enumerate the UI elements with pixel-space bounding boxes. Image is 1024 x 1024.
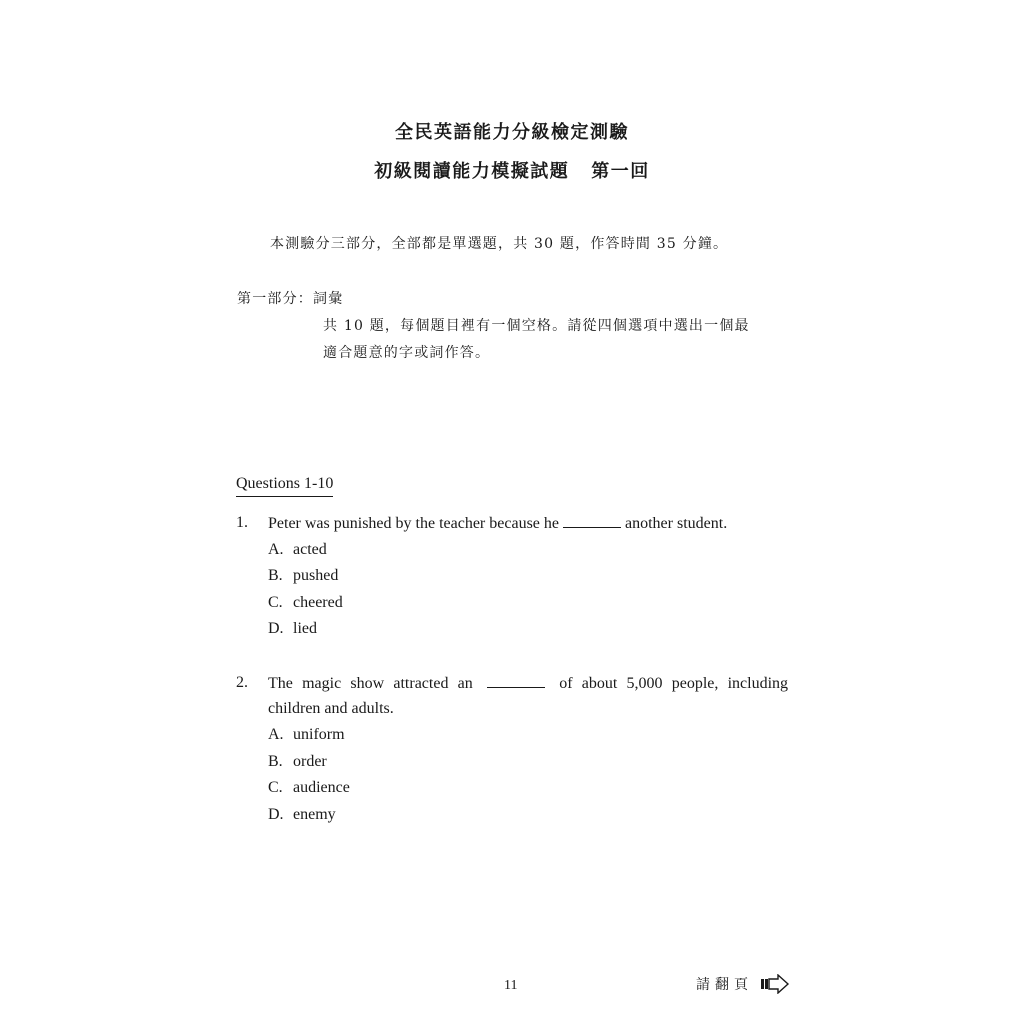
part-description-line2: 適合題意的字或詞作答。	[323, 345, 491, 361]
section-heading: Questions 1-10	[236, 475, 333, 497]
page-title: 全民英語能力分級檢定測驗	[395, 122, 629, 143]
option-letter: B.	[268, 753, 283, 770]
subtitle-main: 初級閱讀能力模擬試題	[374, 161, 570, 182]
part-description-line1: 共 10 題，每個題目裡有一個空格。請從四個選項中選出一個最	[323, 318, 750, 334]
question-1-option-b	[268, 567, 338, 585]
question-1-text-after: another student.	[625, 515, 728, 532]
option-text: audience	[293, 779, 350, 796]
question-1-number: 1.	[236, 514, 248, 531]
option-text: uniform	[293, 726, 345, 743]
option-letter: C.	[268, 594, 283, 611]
option-letter: A.	[268, 541, 284, 558]
option-letter: C.	[268, 779, 283, 796]
option-text: acted	[293, 541, 327, 558]
question-1-text-before: Peter was punished by the teacher because he	[268, 515, 559, 532]
option-text: lied	[293, 620, 317, 637]
option-letter: D.	[268, 620, 284, 637]
question-1-option-c	[268, 594, 343, 612]
question-2-text-after: of about 5,000 people, including	[559, 675, 789, 692]
part-title: 第一部分：詞彙	[237, 291, 344, 307]
question-2-option-c	[268, 779, 350, 797]
question-1-option-d	[268, 620, 317, 638]
question-2-blank	[487, 674, 545, 688]
option-text: cheered	[293, 594, 343, 611]
option-text: order	[293, 753, 327, 770]
question-2-text-before: The magic show attracted an	[268, 675, 473, 692]
question-2-option-b	[268, 753, 327, 771]
question-2-option-a	[268, 726, 345, 744]
question-2-text-line2: children and adults.	[268, 700, 394, 717]
question-1-text	[268, 514, 727, 533]
question-1-blank	[563, 514, 621, 528]
question-1-option-a	[268, 541, 327, 559]
subtitle-round: 第一回	[591, 161, 650, 182]
turn-page-label: 請翻頁	[696, 977, 753, 993]
option-letter: D.	[268, 806, 284, 823]
question-2-number: 2.	[236, 674, 248, 691]
option-text: enemy	[293, 806, 336, 823]
option-text: pushed	[293, 567, 339, 584]
page-number: 11	[504, 978, 518, 993]
option-letter: B.	[268, 567, 283, 584]
question-2-option-d	[268, 806, 336, 824]
turn-page-arrow-icon	[760, 974, 790, 994]
test-intro: 本測驗分三部分，全部都是單選題，共 30 題，作答時間 35 分鐘。	[270, 236, 729, 252]
page-subtitle	[0, 157, 1024, 183]
question-2-text	[268, 674, 788, 693]
option-letter: A.	[268, 726, 284, 743]
